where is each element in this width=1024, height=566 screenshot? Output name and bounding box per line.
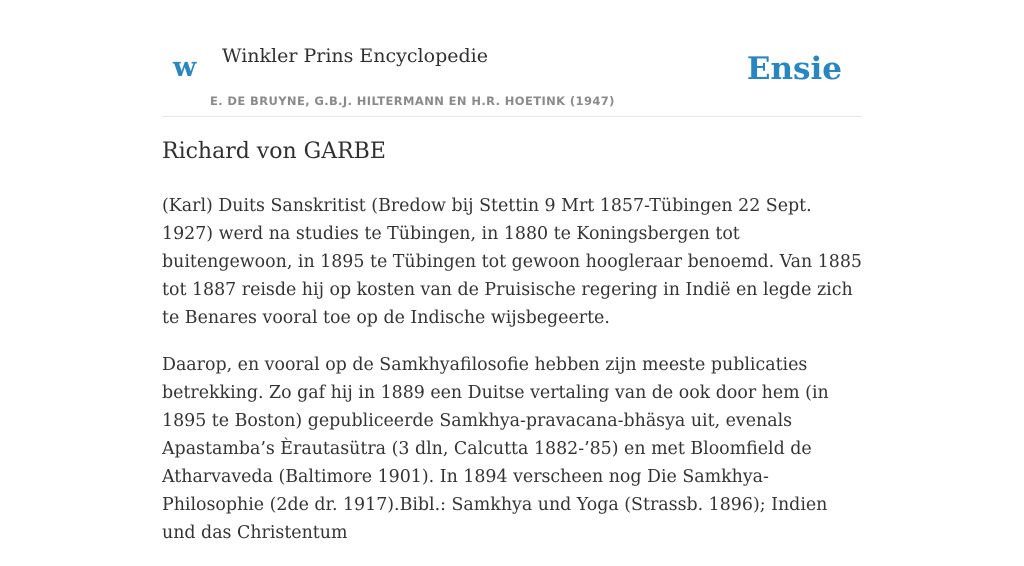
publication-title[interactable]: Winkler Prins Encyclopedie	[222, 45, 488, 67]
logo-w-icon[interactable]: w	[173, 52, 197, 83]
article-paragraph-2: Daarop, en vooral op de Samkhyafilosofie hebben zijn meeste publicaties betrekking. Zo gaf hij in 1889 een Duitse vertaling van de ook door hem (in 1895 te Boston) gepubliceerde Samkhya-pravacana-bhäsya uit, evenals Apastamba’s Èrautasütra (3 dln, Calcutta 1882-’85) en met Bloomfield de Atharvaveda (Baltimore 1901). In 1894 verscheen nog Die Samkhya-Philosophie (2de dr. 1917).Bibl.: Samkhya und Yoga (Strassb. 1896); Indien und das Christentum	[162, 355, 829, 543]
publication-authors: E. DE BRUYNE, G.B.J. HILTERMANN EN H.R. HOETINK (1947)	[210, 94, 615, 108]
article-title: Richard von GARBE	[162, 139, 386, 164]
site-header	[162, 0, 862, 117]
ensie-logo[interactable]: Ensie	[746, 51, 842, 87]
article-body	[162, 192, 862, 566]
article-paragraph-1: (Karl) Duits Sanskritist (Bredow bij Stettin 9 Mrt 1857-Tübingen 22 Sept. 1927) werd na studies te Tübingen, in 1880 te Koningsbergen tot buitengewoon, in 1895 te Tübingen tot gewoon hoogleraar benoemd. Van 1885 tot 1887 reisde hij op kosten van de Pruisische regering in Indië en legde zich te Benares vooral toe op de Indische wijsbegeerte.	[162, 196, 862, 328]
